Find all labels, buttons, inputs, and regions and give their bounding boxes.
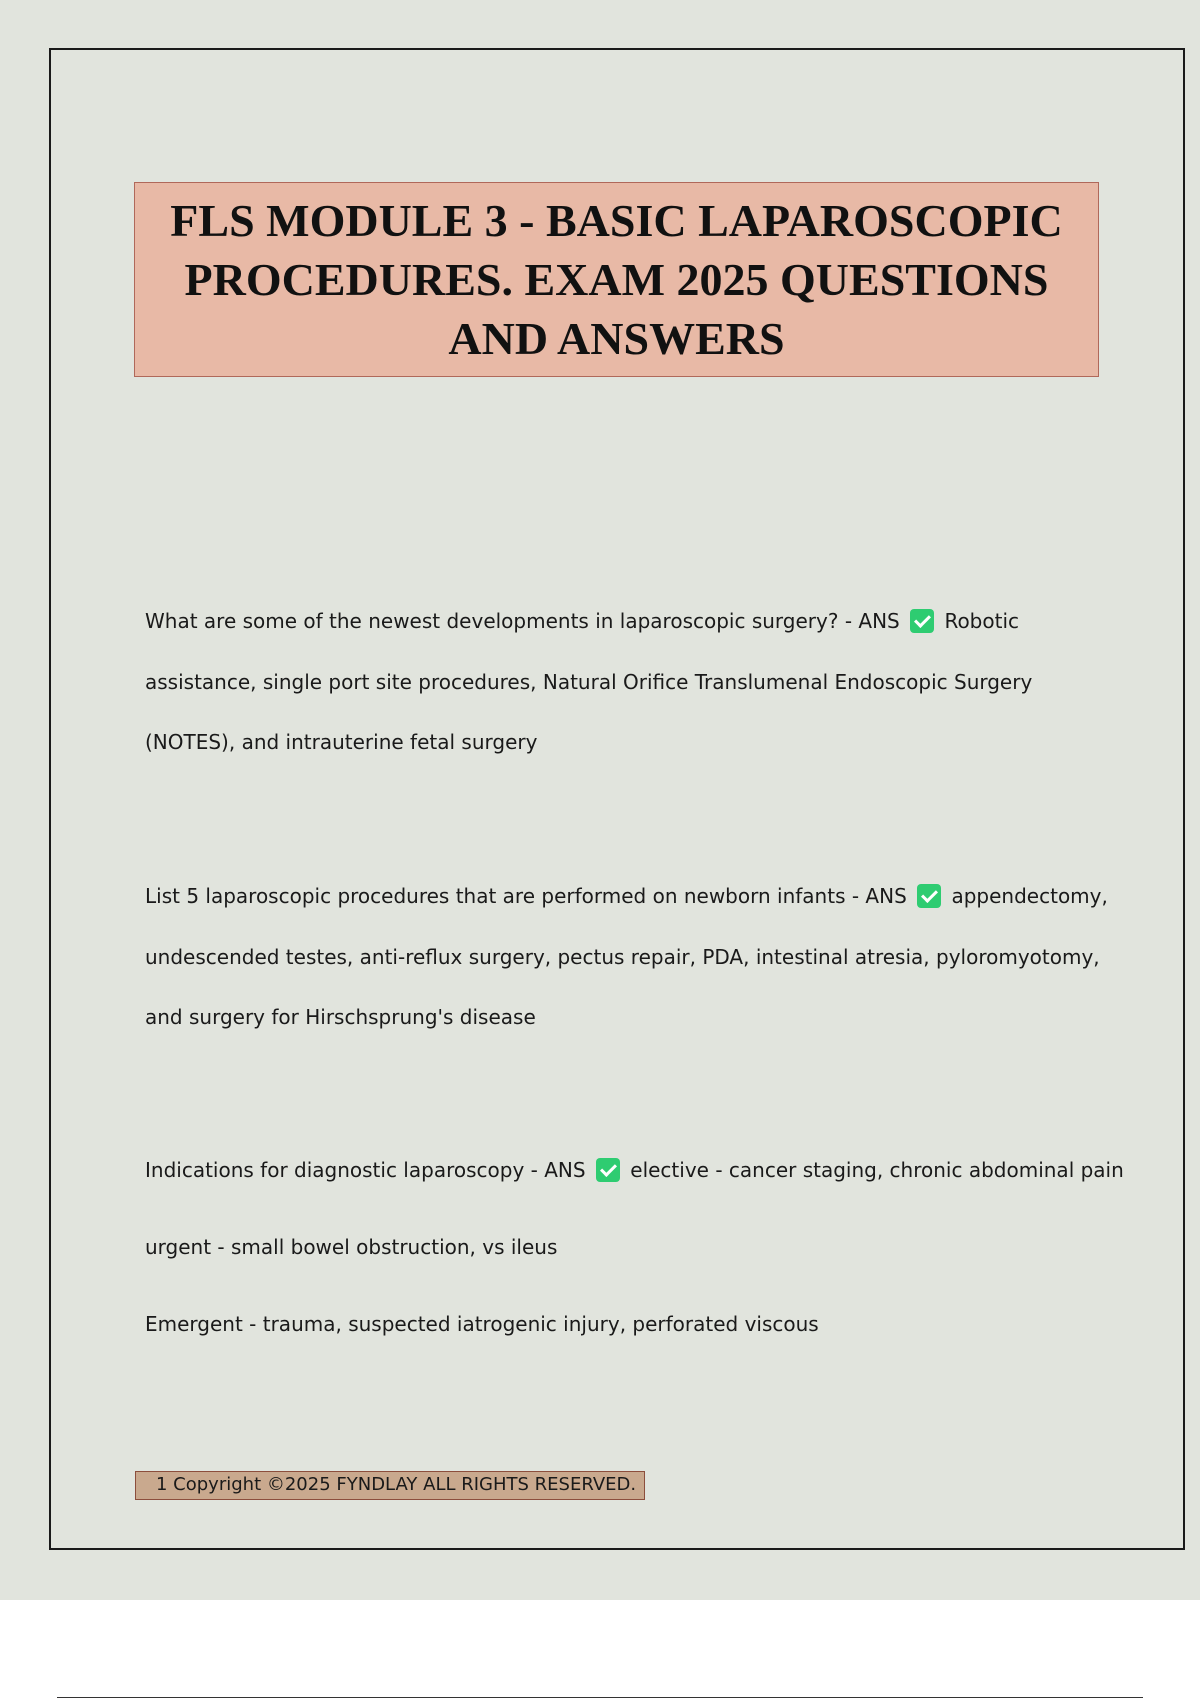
- bottom-divider: [57, 1697, 1143, 1698]
- answer-line: and surgery for Hirschsprung's disease: [145, 1005, 536, 1029]
- qa-line: [145, 1155, 1124, 1185]
- answer-line: Emergent - trauma, suspected iatrogenic injury, perforated viscous: [145, 1312, 819, 1336]
- qa-line: [145, 881, 1108, 911]
- question-text: List 5 laparoscopic procedures that are performed on newborn infants - ANS: [145, 884, 914, 908]
- checkmark-icon: [596, 1158, 620, 1182]
- document-title: [170, 191, 1062, 368]
- title-line-3: AND ANSWERS: [448, 313, 785, 364]
- answer-line: assistance, single port site procedures, Natural Orifice Translumenal Endoscopic Surgery: [145, 670, 1033, 694]
- copyright-footer: 1 Copyright ©2025 FYNDLAY ALL RIGHTS RESERVED.: [135, 1471, 645, 1500]
- question-text: Indications for diagnostic laparoscopy - ANS: [145, 1158, 592, 1182]
- checkmark-icon: [910, 609, 934, 633]
- question-text: What are some of the newest developments in laparoscopic surgery? - ANS: [145, 609, 907, 633]
- title-line-2: PROCEDURES. EXAM 2025 QUESTIONS: [184, 254, 1049, 305]
- answer-line: (NOTES), and intrauterine fetal surgery: [145, 730, 538, 754]
- answer-line: urgent - small bowel obstruction, vs ileus: [145, 1235, 558, 1259]
- checkmark-icon: [917, 884, 941, 908]
- title-banner: [134, 182, 1099, 377]
- answer-text: elective - cancer staging, chronic abdominal pain: [623, 1158, 1124, 1182]
- answer-text: Robotic: [938, 609, 1020, 633]
- title-line-1: FLS MODULE 3 - BASIC LAPAROSCOPIC: [170, 195, 1063, 246]
- qa-line: [145, 606, 1019, 636]
- answer-text: appendectomy,: [945, 884, 1108, 908]
- answer-line: undescended testes, anti-reflux surgery, pectus repair, PDA, intestinal atresia, pyloromyotomy,: [145, 945, 1100, 969]
